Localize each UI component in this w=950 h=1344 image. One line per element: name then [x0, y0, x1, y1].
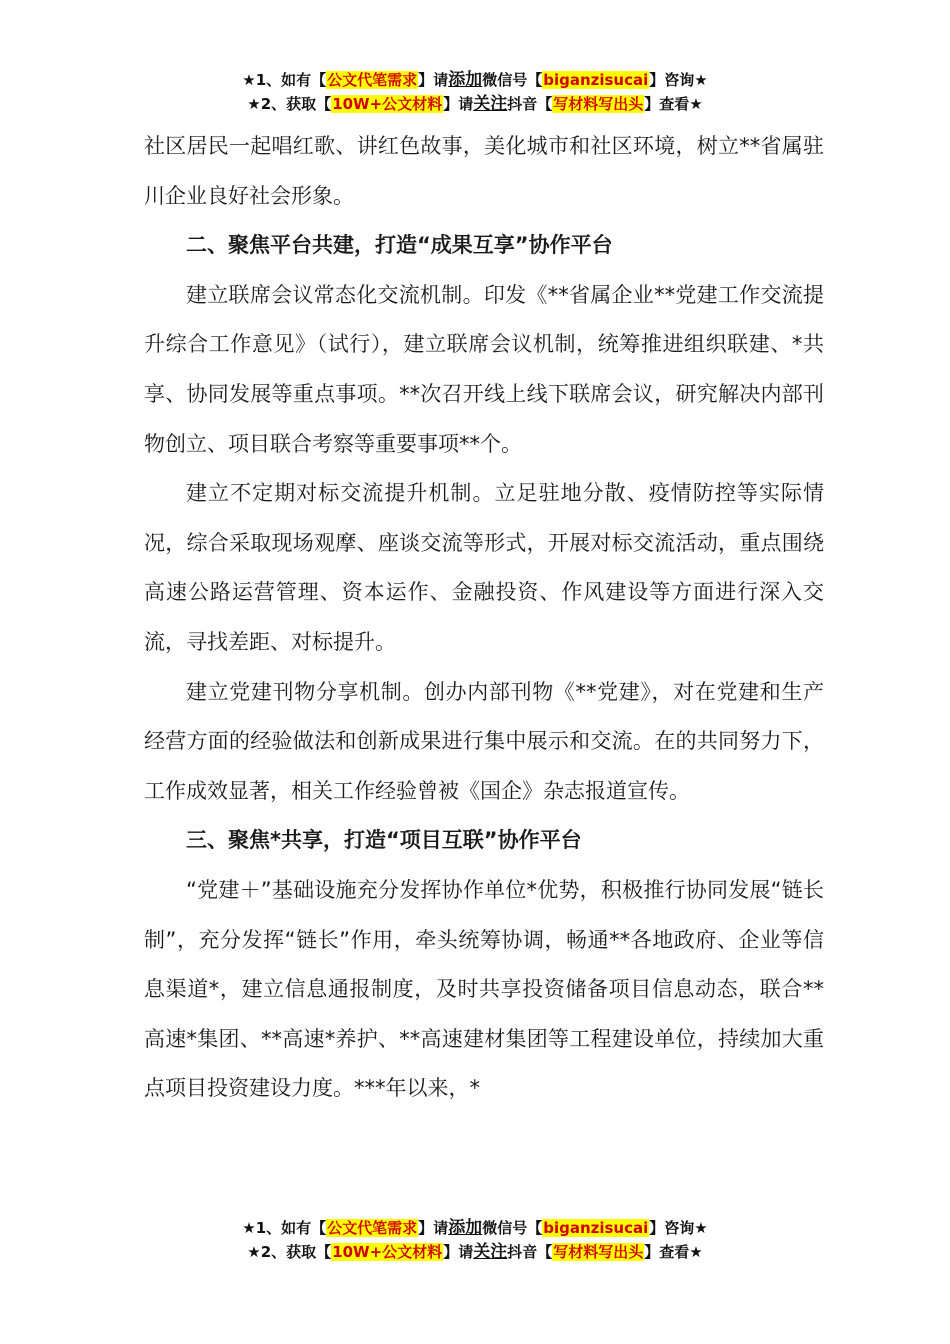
section-heading-2: 二、聚焦平台共建，打造“成果互享”协作平台 [186, 233, 613, 258]
document-body [144, 122, 824, 1114]
highlight-ghostwriting: 公文代笔需求 [327, 71, 418, 89]
banner-line-1: ★1、如有【公文代笔需求】请添加微信号【biganzisucai】咨询★ [242, 1218, 708, 1238]
header-banner [0, 68, 950, 116]
star-icon: ★ [242, 1219, 256, 1237]
underlined-add: 添加 [448, 70, 483, 90]
paragraph-chain-leader: “党建＋”基础设施充分发挥协作单位*优势，积极推行协同发展“链长制”，充分发挥“链长”作用，牵头统筹协调，畅通**各地政府、企业等信息渠道*，建立信息通报制度，及时共享投资储备项目信息动态，联合**高速*集团、**高速*养护、**高速建材集团等工程建设单位，持续加大重点项目投资建设力度。***年以来，* [144, 877, 824, 1101]
underlined-add: 添加 [448, 1218, 483, 1238]
star-icon: ★ [247, 95, 261, 113]
highlight-ghostwriting: 公文代笔需求 [327, 1219, 418, 1237]
underlined-follow: 关注 [473, 94, 508, 114]
highlight-douyin-account: 写材料写出头 [553, 1243, 644, 1261]
paragraph-publication: 建立党建刊物分享机制。创办内部刊物《**党建》，对在党建和生产经营方面的经验做法和创新成果进行集中展示和交流。在的共同努力下，工作成效显著，相关工作经验曾被《国企》杂志报道宣传。 [144, 679, 824, 803]
highlight-douyin-account: 写材料写出头 [553, 95, 644, 113]
footer-banner [0, 1216, 950, 1264]
section-heading-3: 三、聚焦*共享，打造“项目互联”协作平台 [186, 828, 582, 853]
banner-line-1: ★1、如有【公文代笔需求】请添加微信号【biganzisucai】咨询★ [242, 70, 708, 90]
paragraph-continued: 社区居民一起唱红歌、讲红色故事，美化城市和社区环境，树立**省属驻川企业良好社会形象。 [144, 134, 824, 208]
banner-line-2: ★2、获取【10W+公文材料】请关注抖音【写材料写出头】查看★ [247, 1242, 703, 1262]
paragraph-joint-meeting: 建立联席会议常态化交流机制。印发《**省属企业**党建工作交流提升综合工作意见》（试行），建立联席会议机制，统筹推进组织联建、*共享、协同发展等重点事项。**次召开线上线下联席会议，研究解决内部刊物创立、项目联合考察等重要事项**个。 [144, 282, 824, 456]
highlight-materials: 10W+公文材料 [332, 1243, 443, 1261]
highlight-materials: 10W+公文材料 [332, 95, 443, 113]
highlight-wechat-id: biganzisucai [543, 71, 649, 89]
star-icon: ★ [242, 71, 256, 89]
star-icon: ★ [247, 1243, 261, 1261]
paragraph-benchmarking: 建立不定期对标交流提升机制。立足驻地分散、疫情防控等实际情况，综合采取现场观摩、座谈交流等形式，开展对标交流活动，重点围绕高速公路运营管理、资本运作、金融投资、作风建设等方面进行深入交流，寻找差距、对标提升。 [144, 481, 824, 654]
underlined-follow: 关注 [473, 1242, 508, 1262]
highlight-wechat-id: biganzisucai [543, 1219, 649, 1237]
banner-line-2: ★2、获取【10W+公文材料】请关注抖音【写材料写出头】查看★ [247, 94, 703, 114]
